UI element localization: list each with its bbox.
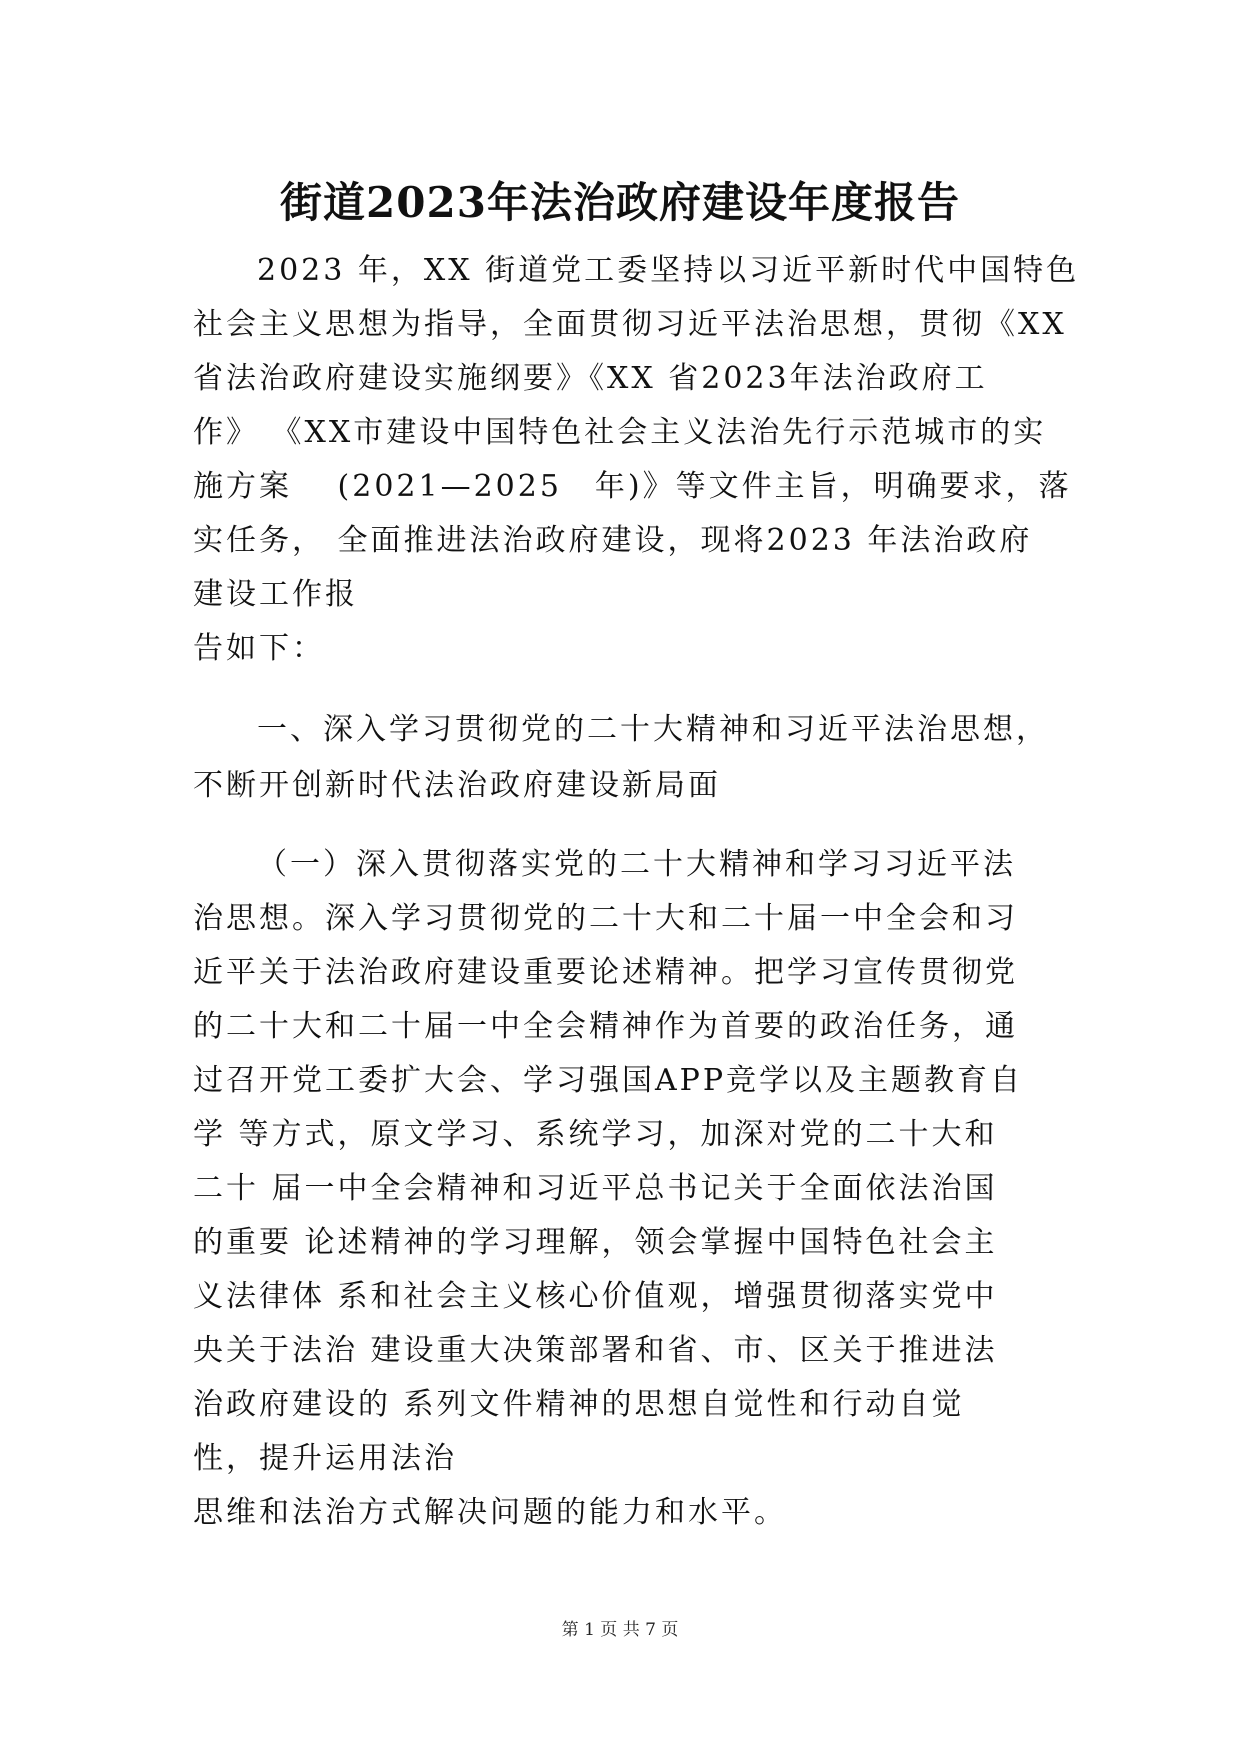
- subsection-line: 的二十大和二十届一中全会精神作为首要的政治任务，通: [193, 1009, 1018, 1044]
- intro-line: 社会主义思想为指导，全面贯彻习近平法治思想，贯彻《XX: [193, 307, 1067, 342]
- intro-line: 2023 年，XX 街道党工委坚持以习近平新时代中国特色: [257, 253, 1080, 288]
- intro-line: 省法治政府建设实施纲要》《XX 省2023年法治政府工: [193, 361, 988, 396]
- document-title: 街道2023年法治政府建设年度报告: [280, 178, 960, 227]
- subsection-line: 治政府建设的 系列文件精神的思想自觉性和行动自觉: [193, 1387, 965, 1422]
- subsection-line: 义法律体 系和社会主义核心价值观，增强贯彻落实党中: [193, 1279, 998, 1314]
- section-heading-line: 不断开创新时代法治政府建设新局面: [193, 768, 721, 803]
- subsection-line: 学 等方式，原文学习、系统学习，加深对党的二十大和: [193, 1117, 998, 1152]
- subsection-line: 性，提升运用法治: [193, 1441, 457, 1476]
- subsection-line: 近平关于法治政府建设重要论述精神。把学习宣传贯彻党: [193, 955, 1018, 990]
- subsection-line: 央关于法治 建设重大决策部署和省、市、区关于推进法: [193, 1333, 998, 1368]
- intro-line: 作》 《XX市建设中国特色社会主义法治先行示范城市的实: [193, 415, 1047, 450]
- subsection-line: 思维和法治方式解决问题的能力和水平。: [193, 1495, 787, 1530]
- intro-line: 告如下：: [193, 631, 325, 666]
- subsection-paragraph: [193, 838, 1053, 1540]
- section-heading-line: 一、深入学习贯彻党的二十大精神和习近平法治思想，: [257, 712, 1049, 747]
- page-footer: 第 1 页 共 7 页: [561, 1620, 679, 1640]
- section-heading: [193, 703, 1053, 815]
- intro-line: 实任务， 全面推进法治政府建设，现将2023 年法治政府: [193, 523, 1033, 558]
- subsection-line: 治思想。深入学习贯彻党的二十大和二十届一中全会和习: [193, 901, 1018, 936]
- subsection-line: （一）深入贯彻落实党的二十大精神和学习习近平法: [257, 847, 1016, 882]
- intro-line: 建设工作报: [193, 577, 358, 612]
- intro-line: 施方案 (2021—2025 年)》等文件主旨，明确要求，落: [193, 469, 1072, 504]
- subsection-line: 过召开党工委扩大会、学习强国APP竞学以及主题教育自: [193, 1063, 1024, 1098]
- subsection-line: 二十 届一中全会精神和习近平总书记关于全面依法治国: [193, 1171, 998, 1206]
- intro-paragraph: [193, 244, 1080, 676]
- subsection-line: 的重要 论述精神的学习理解，领会掌握中国特色社会主: [193, 1225, 998, 1260]
